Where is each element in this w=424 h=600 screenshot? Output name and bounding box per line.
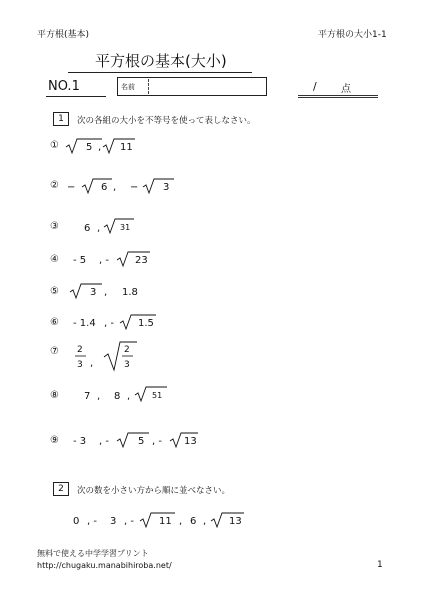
svg-text:3: 3 bbox=[110, 516, 117, 527]
svg-text:, -: , - bbox=[104, 318, 114, 329]
svg-text:2: 2 bbox=[124, 345, 130, 355]
svg-text:6: 6 bbox=[190, 516, 197, 527]
svg-text:,: , bbox=[97, 223, 101, 234]
problem-1-label: ① bbox=[50, 140, 59, 151]
problem-8-expression bbox=[84, 387, 167, 402]
svg-text:,: , bbox=[90, 358, 94, 369]
score-unit: 点 bbox=[341, 84, 351, 95]
radicand-51: 51 bbox=[152, 391, 163, 400]
svg-text:3: 3 bbox=[77, 360, 83, 370]
svg-text:3: 3 bbox=[124, 360, 130, 370]
svg-text:- 5: - 5 bbox=[73, 255, 87, 266]
radicand-3: 3 bbox=[90, 287, 97, 298]
footer-url-link[interactable]: http://chugaku.manabihiroba.net/ bbox=[37, 561, 172, 570]
radicand-13: 13 bbox=[229, 516, 242, 527]
question-1-instruction: 次の各組の大小を不等号を使って表しなさい。 bbox=[77, 116, 256, 126]
svg-text:6: 6 bbox=[84, 223, 91, 234]
footer-site-name: 無料で使える中学学習プリント bbox=[37, 549, 149, 558]
svg-text:, -: , - bbox=[152, 436, 162, 447]
radicand-5: 5 bbox=[86, 142, 93, 153]
svg-text:,: , bbox=[104, 287, 108, 298]
radicand-1-5: 1.5 bbox=[138, 318, 154, 329]
svg-text:- 3: - 3 bbox=[73, 436, 87, 447]
problem-4-label: ④ bbox=[50, 254, 59, 265]
question-2-instruction: 次の数を小さい方から順に並べなさい。 bbox=[77, 486, 231, 496]
problem-1-expression bbox=[66, 139, 135, 153]
header-right: 平方根の大小1-1 bbox=[318, 30, 387, 40]
radicand-5: 5 bbox=[138, 436, 145, 447]
svg-text:,: , bbox=[179, 516, 183, 527]
svg-text:2: 2 bbox=[77, 345, 83, 355]
svg-text:−: − bbox=[67, 182, 76, 193]
score-slash: / bbox=[313, 80, 317, 93]
problem-8-label: ⑧ bbox=[50, 390, 59, 401]
radicand-11: 11 bbox=[159, 516, 172, 527]
problem-2-expression bbox=[67, 179, 174, 193]
radicand-3: 3 bbox=[163, 182, 170, 193]
problem-7-expression bbox=[75, 342, 137, 370]
page-number: 1 bbox=[377, 560, 383, 570]
name-label: 名前 bbox=[121, 83, 135, 91]
radicand-31: 31 bbox=[120, 223, 131, 232]
problem-3-label: ③ bbox=[50, 221, 59, 232]
radicand-23: 23 bbox=[135, 255, 148, 266]
radicand-6: 6 bbox=[101, 182, 108, 193]
problem-9-expression bbox=[73, 433, 198, 447]
radicand-13: 13 bbox=[184, 436, 197, 447]
page-title: 平方根の基本(大小) bbox=[95, 52, 227, 70]
header-left: 平方根(基本) bbox=[37, 30, 90, 40]
svg-text:, -: , - bbox=[124, 516, 134, 527]
svg-text:,: , bbox=[113, 182, 117, 193]
question-1-number: 1 bbox=[53, 112, 69, 126]
problem-2-label: ② bbox=[50, 180, 59, 191]
problem-7-label: ⑦ bbox=[50, 346, 59, 357]
svg-text:, -: , - bbox=[99, 255, 109, 266]
svg-text:,: , bbox=[98, 142, 102, 153]
problem-9-label: ⑨ bbox=[50, 435, 59, 446]
svg-text:,: , bbox=[127, 391, 131, 402]
problem-6-expression bbox=[73, 315, 156, 329]
svg-text:−: − bbox=[130, 182, 139, 193]
problem-5-label: ⑤ bbox=[50, 286, 59, 297]
question-2-number: 2 bbox=[53, 482, 69, 496]
svg-text:7: 7 bbox=[84, 391, 91, 402]
svg-text:- 1.4: - 1.4 bbox=[73, 318, 96, 329]
svg-text:,: , bbox=[203, 516, 207, 527]
question-2-expression bbox=[73, 513, 244, 527]
sheet-number: NO.1 bbox=[48, 79, 80, 94]
svg-text:1.8: 1.8 bbox=[122, 287, 138, 298]
radicand-11: 11 bbox=[120, 142, 133, 153]
svg-text:,: , bbox=[97, 391, 101, 402]
svg-text:, -: , - bbox=[87, 516, 97, 527]
problem-3-expression bbox=[84, 219, 134, 234]
svg-text:0: 0 bbox=[73, 516, 80, 527]
problem-6-label: ⑥ bbox=[50, 317, 59, 328]
problem-4-expression bbox=[73, 252, 150, 266]
svg-text:8: 8 bbox=[114, 391, 121, 402]
problem-5-expression bbox=[70, 284, 138, 298]
svg-text:, -: , - bbox=[99, 436, 109, 447]
